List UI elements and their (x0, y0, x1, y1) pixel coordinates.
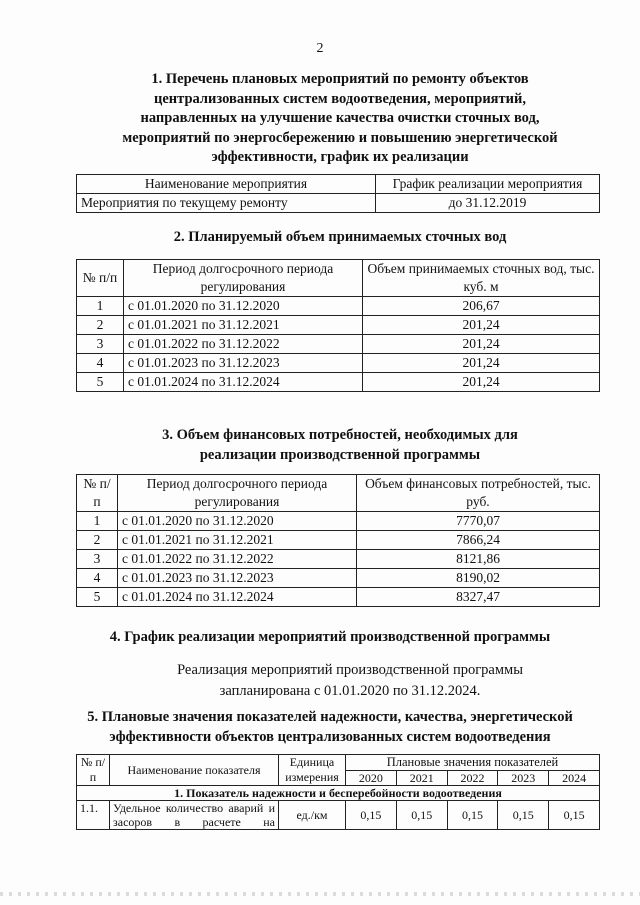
table-cell: 8327,47 (357, 588, 600, 607)
table-cell: с 01.01.2020 по 31.12.2020 (118, 512, 357, 531)
table-cell: 2 (77, 531, 118, 550)
table-header-cell: Единица измерения (279, 755, 346, 786)
table-cell: 201,24 (363, 316, 600, 335)
table-header-row (77, 260, 600, 297)
table-row (77, 297, 600, 316)
table-cell: 1.1. (77, 801, 110, 830)
scan-artifact (0, 892, 640, 896)
table-header-cell: Наименование мероприятия (77, 175, 376, 194)
table-header-cell: Период долгосрочного периода регулирования (118, 475, 357, 512)
table-cell: 4 (77, 569, 118, 588)
table-cell: 2 (77, 316, 124, 335)
table-cell: 201,24 (363, 335, 600, 354)
table-row (77, 531, 600, 550)
table-cell: с 01.01.2024 по 31.12.2024 (118, 588, 357, 607)
table-header-cell: Объем финансовых потребностей, тыс. руб. (357, 475, 600, 512)
table-cell: 1 (77, 297, 124, 316)
section-2-table (76, 259, 600, 392)
section-2-title: 2. Планируемый объем принимаемых сточных вод (173, 229, 507, 245)
year-header-cell: 2021 (396, 770, 447, 786)
table-row (77, 354, 600, 373)
table-row (77, 316, 600, 335)
table-cell: 0,15 (498, 801, 549, 830)
table-header-cell: № п/п (77, 755, 110, 786)
table-cell: 0,15 (447, 801, 498, 830)
table-cell: 0,15 (396, 801, 447, 830)
section-1-title: 1. Перечень плановых мероприятий по ремонту объектов централизованных систем водоотведения, мероприятий, направленных на улучшение качества очистки сточных вод, мероприятий по энергосбережению и повышению энергетической эффективности, график их реализации (122, 71, 558, 166)
table-header-row (77, 175, 600, 194)
table-row (77, 550, 600, 569)
table-header-row (77, 755, 600, 771)
page-number: 2 (316, 41, 324, 56)
year-header-cell: 2020 (346, 770, 397, 786)
table-cell: Мероприятия по текущему ремонту (77, 194, 376, 213)
table-cell: 7866,24 (357, 531, 600, 550)
table-cell: 0,15 (549, 801, 600, 830)
section-1-table (76, 174, 600, 213)
table-cell: 8121,86 (357, 550, 600, 569)
table-header-cell: № п/п (77, 260, 124, 297)
table-cell: 1 (77, 512, 118, 531)
table-cell: с 01.01.2021 по 31.12.2021 (118, 531, 357, 550)
table-cell: 0,15 (346, 801, 397, 830)
table-cell: ед./км (279, 801, 346, 830)
table-row (77, 569, 600, 588)
year-header-cell: 2024 (549, 770, 600, 786)
table-cell: с 01.01.2022 по 31.12.2022 (124, 335, 363, 354)
table-header-cell: Плановые значения показателей (346, 755, 600, 771)
table-cell: 8190,02 (357, 569, 600, 588)
section-5-title: 5. Плановые значения показателей надежности, качества, энергетической эффективности объектов централизованных систем водоотведения (87, 709, 573, 745)
table-cell: 206,67 (363, 297, 600, 316)
table-header-cell: № п/п (77, 475, 118, 512)
table-row (77, 335, 600, 354)
table-cell: до 31.12.2019 (376, 194, 600, 213)
section-3-title: 3. Объем финансовых потребностей, необходимых для реализации производственной программы (162, 427, 518, 463)
table-cell: с 01.01.2022 по 31.12.2022 (118, 550, 357, 569)
section-5-table (76, 754, 600, 830)
table-cell: 3 (77, 335, 124, 354)
section-4-text: Реализация мероприятий производственной программы запланирована с 01.01.2020 по 31.12.2024. (177, 662, 523, 699)
table-row (77, 373, 600, 392)
table-header-row (77, 475, 600, 512)
table-group-cell: 1. Показатель надежности и бесперебойности водоотведения (77, 786, 600, 801)
table-cell: 5 (77, 373, 124, 392)
table-group-row (77, 786, 600, 801)
table-row (77, 512, 600, 531)
table-row (77, 194, 600, 213)
table-cell: с 01.01.2023 по 31.12.2023 (124, 354, 363, 373)
table-row (77, 588, 600, 607)
table-cell: 3 (77, 550, 118, 569)
table-header-cell: Период долгосрочного периода регулирования (124, 260, 363, 297)
table-cell: 4 (77, 354, 124, 373)
section-3-table (76, 474, 600, 607)
table-cell: с 01.01.2021 по 31.12.2021 (124, 316, 363, 335)
table-cell: 201,24 (363, 373, 600, 392)
year-header-cell: 2023 (498, 770, 549, 786)
table-cell: с 01.01.2023 по 31.12.2023 (118, 569, 357, 588)
section-4-title: 4. График реализации мероприятий производственной программы (109, 629, 551, 645)
table-cell: Удельное количество аварий и засоров в расчете на (110, 801, 279, 830)
table-cell: 7770,07 (357, 512, 600, 531)
table-cell: 201,24 (363, 354, 600, 373)
table-header-cell: Наименование показателя (110, 755, 279, 786)
table-cell: с 01.01.2024 по 31.12.2024 (124, 373, 363, 392)
table-header-cell: Объем принимаемых сточных вод, тыс. куб. м (363, 260, 600, 297)
year-header-cell: 2022 (447, 770, 498, 786)
table-cell: с 01.01.2020 по 31.12.2020 (124, 297, 363, 316)
table-row (77, 801, 600, 830)
table-cell: 5 (77, 588, 118, 607)
table-header-cell: График реализации мероприятия (376, 175, 600, 194)
